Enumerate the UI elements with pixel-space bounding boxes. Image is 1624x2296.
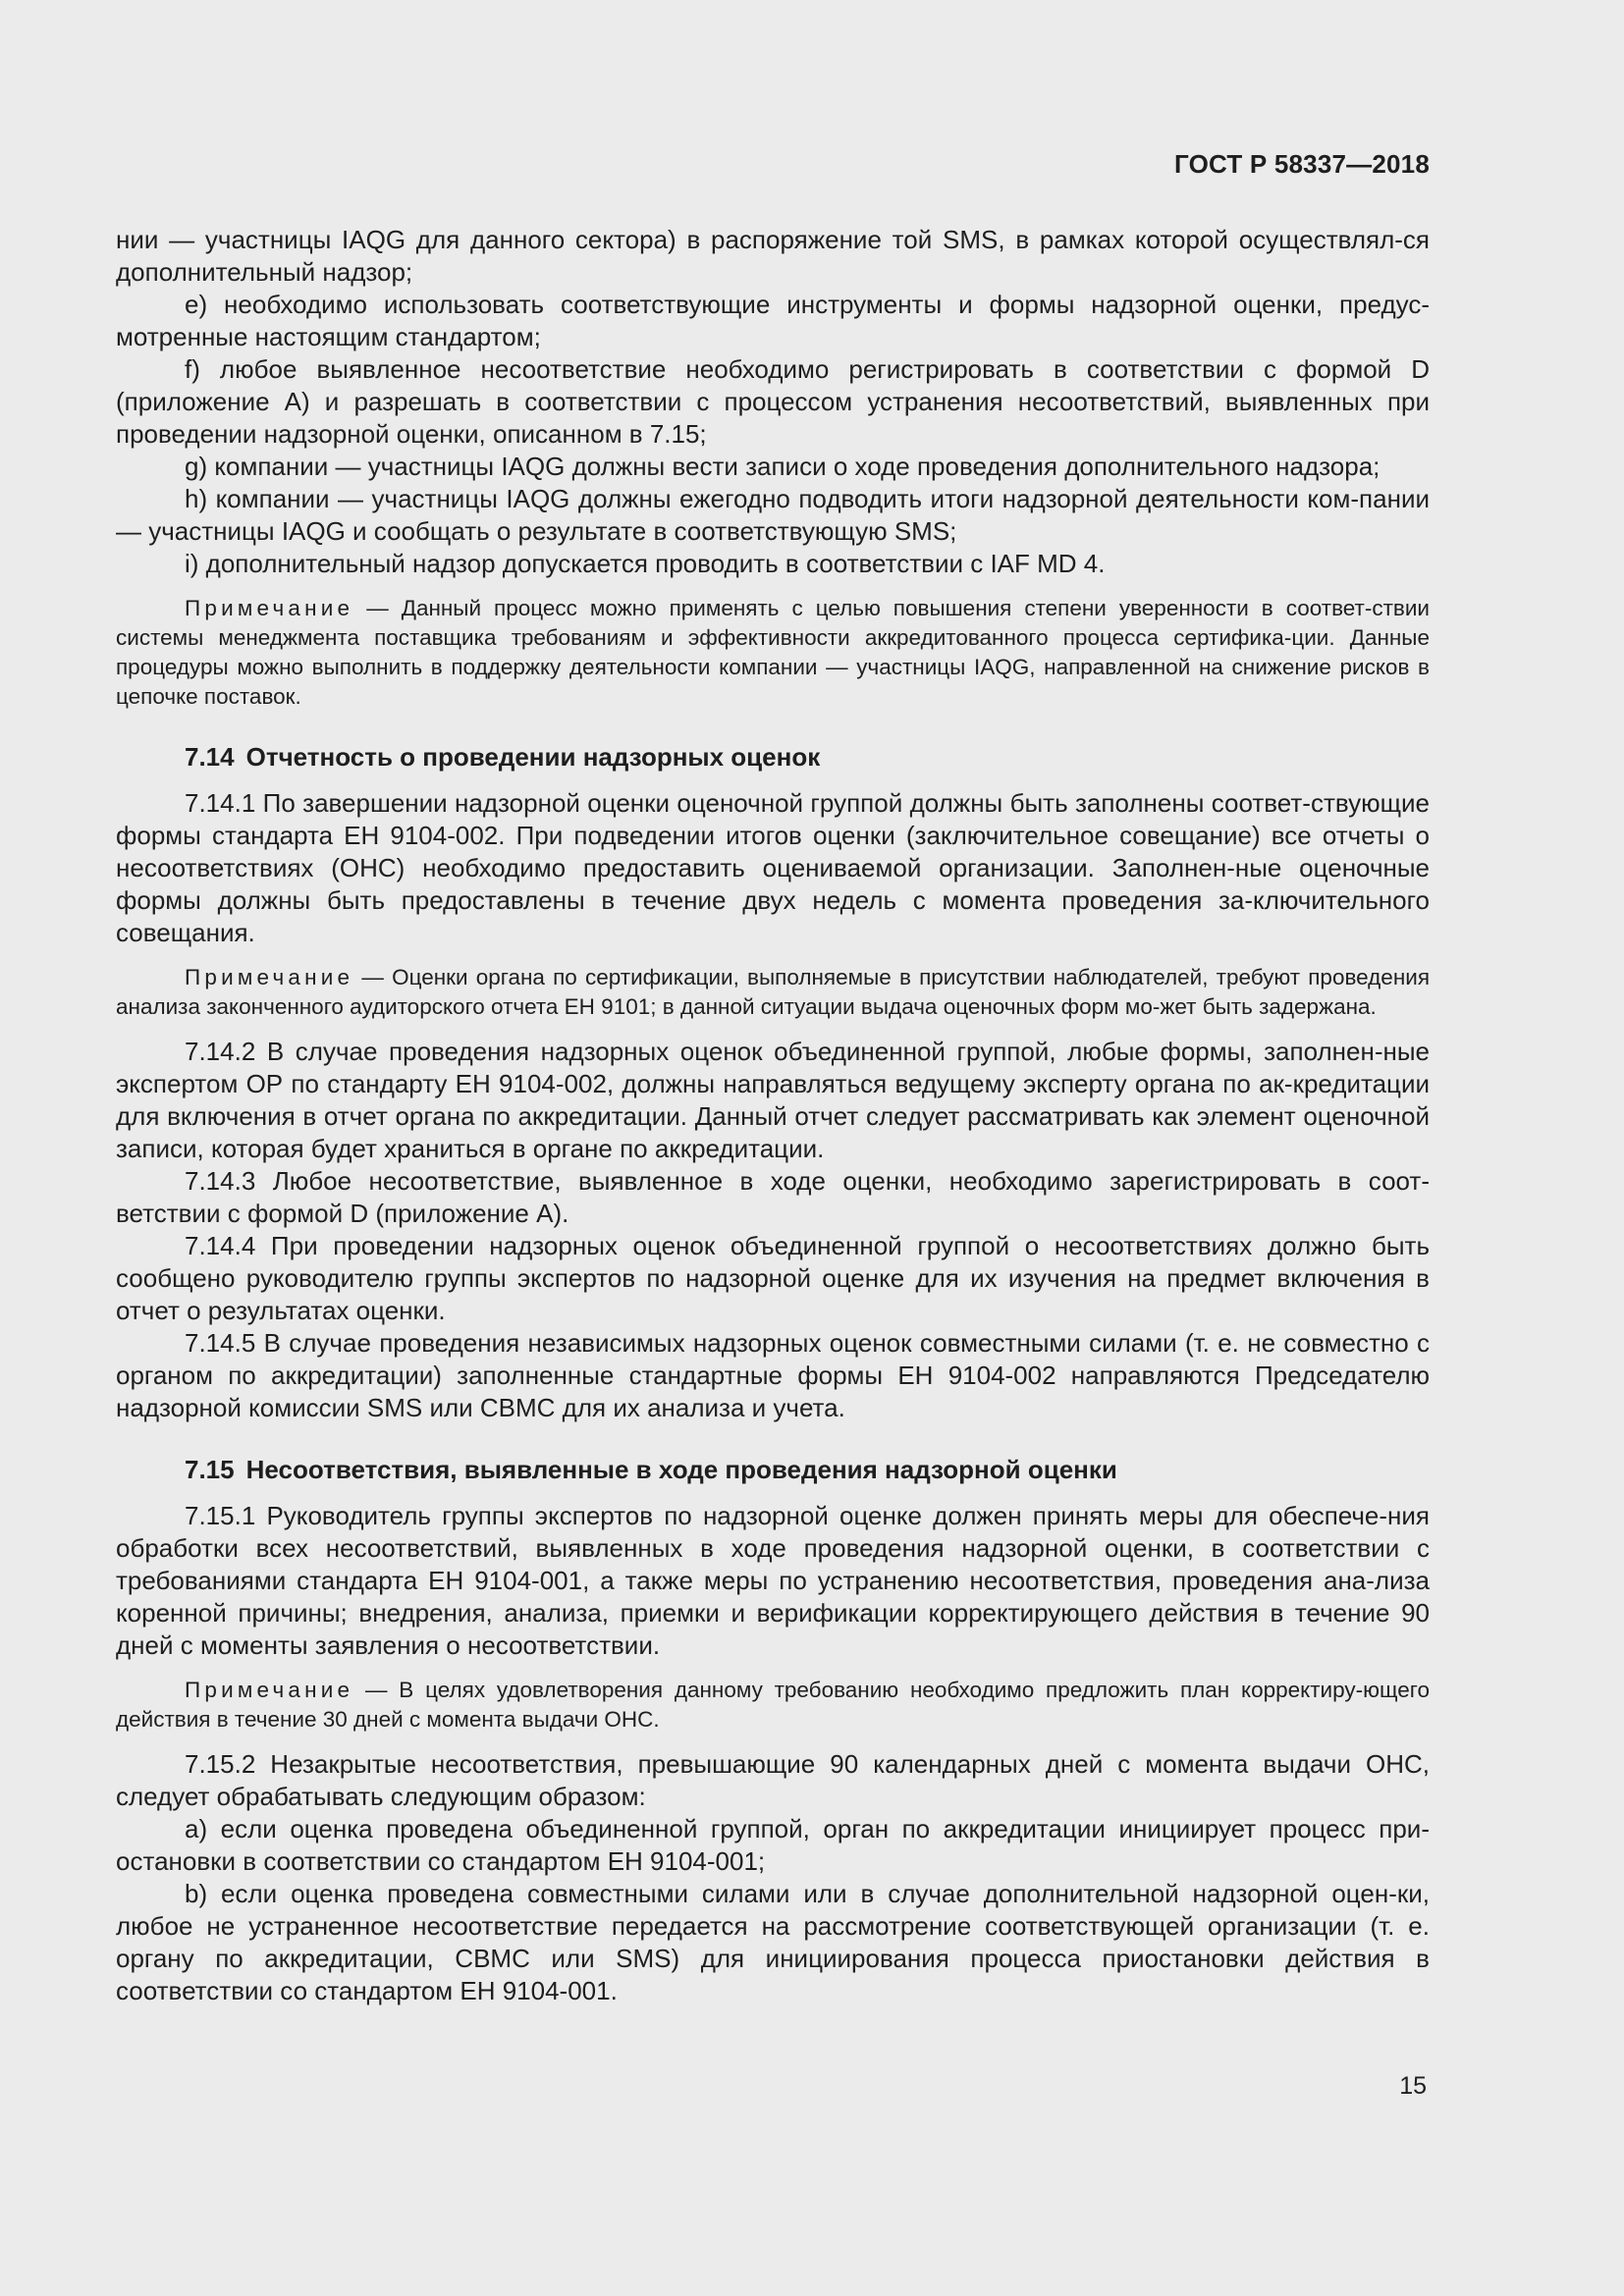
note-text: — В целях удовлетворения данному требованию необходимо предложить план корректиру-ющего действия в течение 30 дней с момента выдачи ОНС.	[116, 1678, 1430, 1732]
clause-7-14-2: 7.14.2 В случае проведения надзорных оценок объединенной группой, любые формы, заполнен-ные экспертом ОР по стандарту ЕН 9104-002, должны направляться ведущему эксперту органа по ак-кредитации для включения в отчет органа по аккредитации. Данный отчет следует рассматривать как элемент оценочной записи, которая будет храниться в органе по аккредитации.	[116, 1037, 1430, 1163]
clause-7-15-2: 7.15.2 Незакрытые несоответствия, превышающие 90 календарных дней с момента выдачи ОНС, следует обрабатывать следующим образом:	[116, 1749, 1430, 1811]
list-item-g: g) компании — участницы IAQG должны вести записи о ходе проведения дополнительного надзора;	[185, 452, 1380, 481]
section-title: Несоответствия, выявленные в ходе проведения надзорной оценки	[245, 1455, 1117, 1484]
clause-7-14-4: 7.14.4 При проведении надзорных оценок объединенной группой о несоответствиях должно быть сообщено руководителю группы экспертов по надзорной оценке для их изучения на предмет включения в отчет о результатах оценки.	[116, 1231, 1430, 1325]
list-item-h: h) компании — участницы IAQG должны ежегодно подводить итоги надзорной деятельности ком-пании — участницы IAQG и сообщать о результате в соответствующую SMS;	[116, 484, 1430, 546]
note-label: Примечание	[185, 1678, 354, 1702]
note-3	[116, 1676, 1430, 1735]
clause-7-14-1: 7.14.1 По завершении надзорной оценки оценочной группой должны быть заполнены соответ-ствующие формы стандарта ЕН 9104-002. При подведении итогов оценки (заключительное совещание) все отчеты о несоответствиях (ОНС) необходимо предоставить оцениваемой организации. Заполнен-ные оценочные формы должны быть предоставлены в течение двух недель с момента проведения за-ключительного совещания.	[116, 788, 1430, 947]
document-code-header: ГОСТ Р 58337—2018	[1174, 149, 1430, 179]
note-2	[116, 963, 1430, 1022]
list-item-f: f) любое выявленное несоответствие необходимо регистрировать в соответствии с формой D (приложение А) и разрешать в соответствии с процессом устранения несоответствий, выявленных при проведении надзорной оценки, описанном в 7.15;	[116, 354, 1430, 449]
list-item-a: а) если оценка проведена объединенной группой, орган по аккредитации инициирует процесс при-остановки в соответствии со стандартом ЕН 9104-001;	[116, 1814, 1430, 1876]
document-body	[116, 224, 1430, 2007]
list-item-e: е) необходимо использовать соответствующие инструменты и формы надзорной оценки, предус-мотренные настоящим стандартом;	[116, 290, 1430, 351]
note-label: Примечание	[185, 596, 354, 620]
note-text: — Оценки органа по сертификации, выполняемые в присутствии наблюдателей, требуют проведения анализа законченного аудиторского отчета ЕН 9101; в данной ситуации выдача оценочных форм мо-жет быть задержана.	[116, 965, 1430, 1019]
clause-7-14-3: 7.14.3 Любое несоответствие, выявленное в ходе оценки, необходимо зарегистрировать в соот-ветствии с формой D (приложение А).	[116, 1166, 1430, 1228]
note-1	[116, 594, 1430, 712]
document-page	[116, 0, 1430, 2296]
section-title: Отчетность о проведении надзорных оценок	[245, 742, 821, 772]
paragraph-continuation: нии — участницы IAQG для данного сектора) в распоряжение той SMS, в рамках которой осуществлял-ся дополнительный надзор;	[116, 225, 1430, 287]
list-item-b: b) если оценка проведена совместными силами или в случае дополнительной надзорной оцен-ки, любое не устраненное несоответствие передается на рассмотрение соответствующей организации (т. е. органу по аккредитации, СВМС или SMS) для инициирования процесса приостановки действия в соответствии со стандартом ЕН 9104-001.	[116, 1879, 1430, 2005]
note-label: Примечание	[185, 965, 354, 989]
note-text: — Данный процесс можно применять с целью повышения степени уверенности в соответ-ствии системы менеджмента поставщика требованиям и эффективности аккредитованного процесса сертифика-ции. Данные процедуры можно выполнить в поддержку деятельности компании — участницы IAQG, направленной на снижение рисков в цепочке поставок.	[116, 596, 1430, 709]
section-heading-7-15	[116, 1454, 1430, 1486]
section-number: 7.15	[185, 1455, 235, 1484]
clause-7-14-5: 7.14.5 В случае проведения независимых надзорных оценок совместными силами (т. е. не совместно с органом по аккредитации) заполненные стандартные формы ЕН 9104-002 направляются Председателю надзорной комиссии SMS или СВМС для их анализа и учета.	[116, 1328, 1430, 1422]
section-heading-7-14	[116, 741, 1430, 774]
clause-7-15-1: 7.15.1 Руководитель группы экспертов по надзорной оценке должен принять меры для обеспече-ния обработки всех несоответствий, выявленных в ходе проведения надзорной оценки, в соответствии с требованиями стандарта ЕН 9104-001, а также меры по устранению несоответствия, проведения ана-лиза коренной причины; внедрения, анализа, приемки и верификации корректирующего действия в течение 90 дней с моменты заявления о несоответствии.	[116, 1501, 1430, 1660]
list-item-i: i) дополнительный надзор допускается проводить в соответствии с IAF MD 4.	[185, 549, 1106, 578]
section-number: 7.14	[185, 742, 235, 772]
page-number: 15	[1399, 2072, 1427, 2100]
